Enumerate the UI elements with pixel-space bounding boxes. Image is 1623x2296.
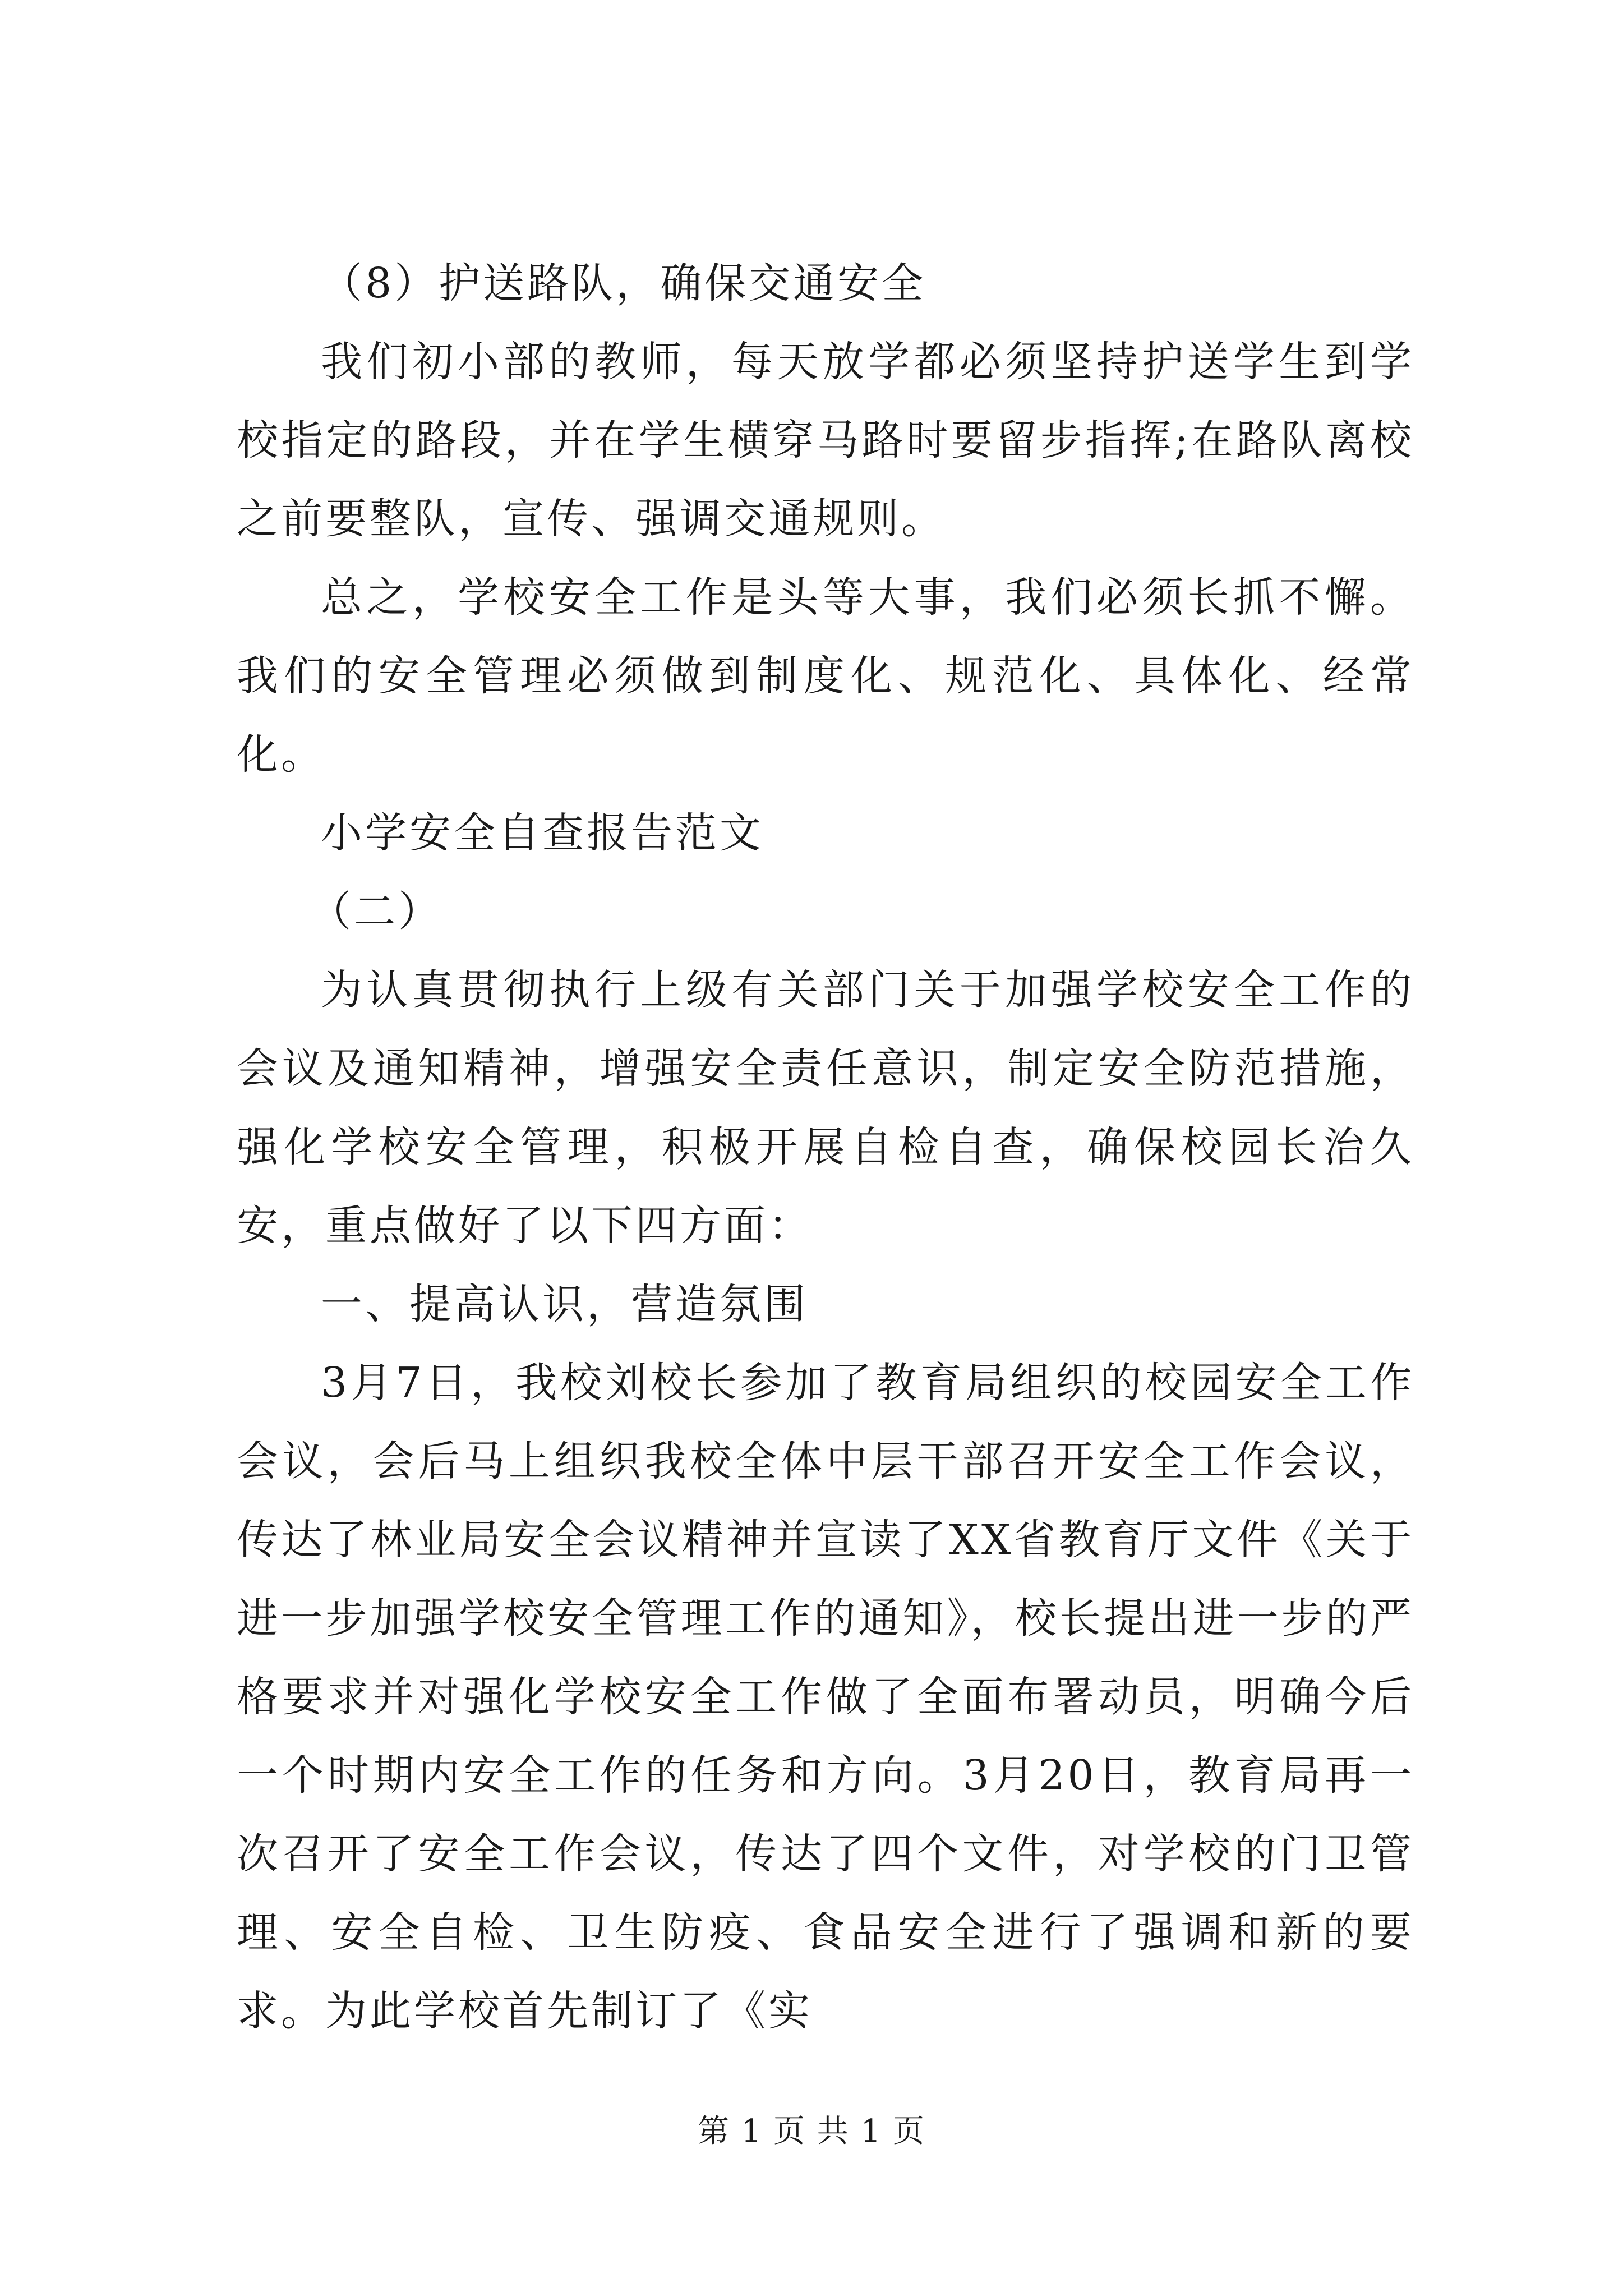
document-subtitle: （二） [310,887,442,936]
paragraph-introduction: 为认真贯彻执行上级有关部门关于加强学校安全工作的会议及通知精神，增强安全责任意识，制定安全防范措施，强化学校安全管理，积极开展自检自查，确保校园长治久安，重点做好了以下四方面： [237,966,1414,1250]
document-body [237,244,1414,2050]
paragraph-meeting: 3月7日，我校刘校长参加了教育局组织的校园安全工作会议，会后马上组织我校全体中层干部召开安全工作会议，传达了林业局安全会议精神并宣读了XX省教育厅文件《关于进一步加强学校安全管理工作的通知》，校长提出进一步的严格要求并对强化学校安全工作做了全面布署动员，明确今后一个时期内安全工作的任务和方向。3月20日，教育局再一次召开了安全工作会议，传达了四个文件，对学校的门卫管理、安全自检、卫生防疫、食品安全进行了强调和新的要求。为此学校首先制订了《实 [237,1359,1414,2035]
document-title: 小学安全自查报告范文 [321,809,764,857]
section-heading-awareness: 一、提高认识，营造氛围 [321,1280,808,1328]
paragraph-conclusion: 总之，学校安全工作是头等大事，我们必须长抓不懈。我们的安全管理必须做到制度化、规范化、具体化、经常化。 [237,573,1414,779]
section-heading-escort: （8）护送路队，确保交通安全 [321,259,926,307]
paragraph-escort-teachers: 我们初小部的教师，每天放学都必须坚持护送学生到学校指定的路段，并在学生横穿马路时要留步指挥;在路队离校之前要整队，宣传、强调交通规则。 [237,338,1414,543]
page-footer [0,2112,1623,2151]
page-number: 第 1 页 共 1 页 [697,2113,926,2150]
